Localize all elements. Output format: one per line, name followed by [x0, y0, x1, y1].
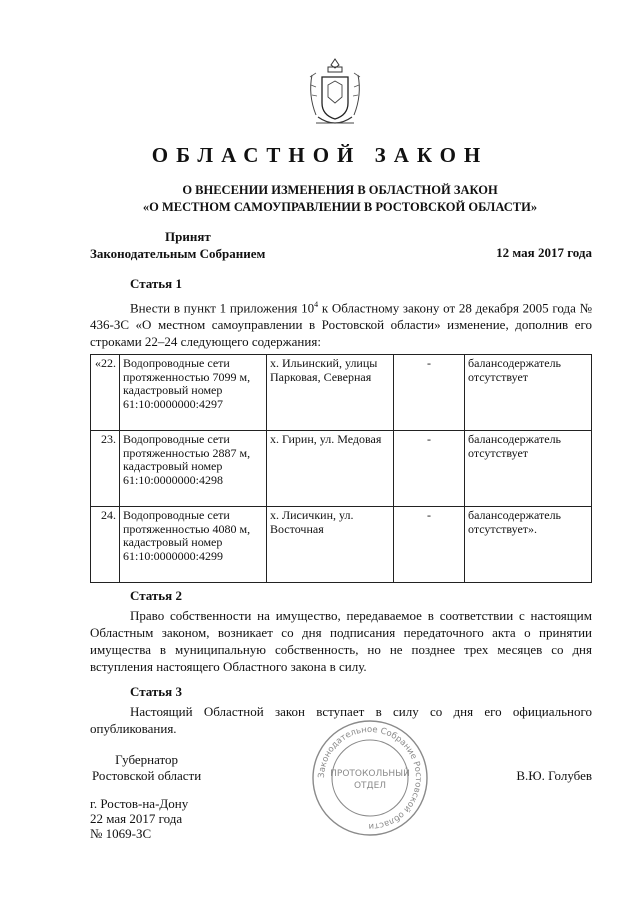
law-subtitle	[90, 182, 590, 216]
law-number: № 1069-ЗС	[90, 826, 152, 841]
property-table	[90, 354, 592, 583]
adopted-line-1: Принят	[165, 229, 211, 244]
law-title: ОБЛАСТНОЙ ЗАКОН	[151, 143, 489, 167]
row-object: Водопроводные сети протяженностью 4080 м, кадастровый номер 61:10:0000000:4299	[120, 507, 267, 583]
row-holder: балансодержатель отсутствует	[465, 355, 592, 431]
signatory-name: В.Ю. Голубев	[516, 768, 592, 783]
row-object: Водопроводные сети протяженностью 7099 м, кадастровый номер 61:10:0000000:4297	[120, 355, 267, 431]
article-1-text-b: к Областному закону от 28 декабря 2005 года № 436-ЗС «О местном самоуправлении в Ростовской области» изменение, дополнив его строками 22–24 следующего содержания:	[90, 300, 592, 350]
signatory-title-line-1: Губернатор	[115, 752, 179, 767]
table-row	[91, 431, 592, 507]
article-2-heading: Статья 2	[130, 588, 182, 603]
place-city: г. Ростов-на-Дону	[90, 796, 189, 811]
row-dash: -	[394, 355, 465, 431]
subtitle-line-1: О ВНЕСЕНИИ ИЗМЕНЕНИЯ В ОБЛАСТНОЙ ЗАКОН	[182, 183, 498, 197]
rostov-oblast-coat-of-arms-icon	[304, 55, 366, 133]
protocol-department-stamp	[310, 718, 430, 838]
row-holder: балансодержатель отсутствует	[465, 431, 592, 507]
row-number: «22.	[91, 355, 120, 431]
row-holder: балансодержатель отсутствует».	[465, 507, 592, 583]
subtitle-line-2: «О МЕСТНОМ САМОУПРАВЛЕНИИ В РОСТОВСКОЙ ОБЛАСТИ»	[142, 200, 538, 214]
article-3-heading: Статья 3	[130, 684, 182, 699]
article-1-text-a: Внести в пункт 1 приложения 10	[130, 300, 315, 316]
article-2-text	[90, 607, 592, 675]
adopted-block	[90, 228, 265, 262]
stamp-outer-text: Законодательное Собрание Ростовской области	[316, 724, 424, 832]
row-number: 23.	[91, 431, 120, 507]
row-dash: -	[394, 431, 465, 507]
table-row	[91, 355, 592, 431]
adopted-date: 12 мая 2017 года	[496, 245, 592, 260]
row-location: х. Ильинский, улицы Парковая, Северная	[267, 355, 394, 431]
article-1-superscript: 4	[314, 300, 319, 309]
adopted-line-2: Законодательным Собранием	[90, 246, 266, 261]
article-1-heading: Статья 1	[130, 276, 182, 291]
row-number: 24.	[91, 507, 120, 583]
signatory-title	[92, 752, 201, 784]
row-location: х. Гирин, ул. Медовая	[267, 431, 394, 507]
article-3-body: Настоящий Областной закон вступает в силу со дня его официального опубликования.	[90, 704, 592, 736]
table-row	[91, 507, 592, 583]
row-dash: -	[394, 507, 465, 583]
article-1-text	[90, 296, 592, 350]
article-2-body: Право собственности на имущество, передаваемое в соответствии с настоящим Областным законом, возникает со дня подписания передаточного акта о принятии имущества в муниципальную собственность, но не позднее трех месяцев со дня вступления настоящего Областного закона в силу.	[90, 608, 592, 674]
stamp-inner-line-2: ОТДЕЛ	[353, 781, 387, 791]
stamp-inner-line-1: ПРОТОКОЛЬНЫЙ	[330, 769, 410, 779]
place-date-number	[90, 796, 188, 841]
place-date: 22 мая 2017 года	[90, 811, 183, 826]
signatory-title-line-2: Ростовской области	[92, 768, 202, 783]
row-object: Водопроводные сети протяженностью 2887 м, кадастровый номер 61:10:0000000:4298	[120, 431, 267, 507]
row-location: х. Лисичкин, ул. Восточная	[267, 507, 394, 583]
